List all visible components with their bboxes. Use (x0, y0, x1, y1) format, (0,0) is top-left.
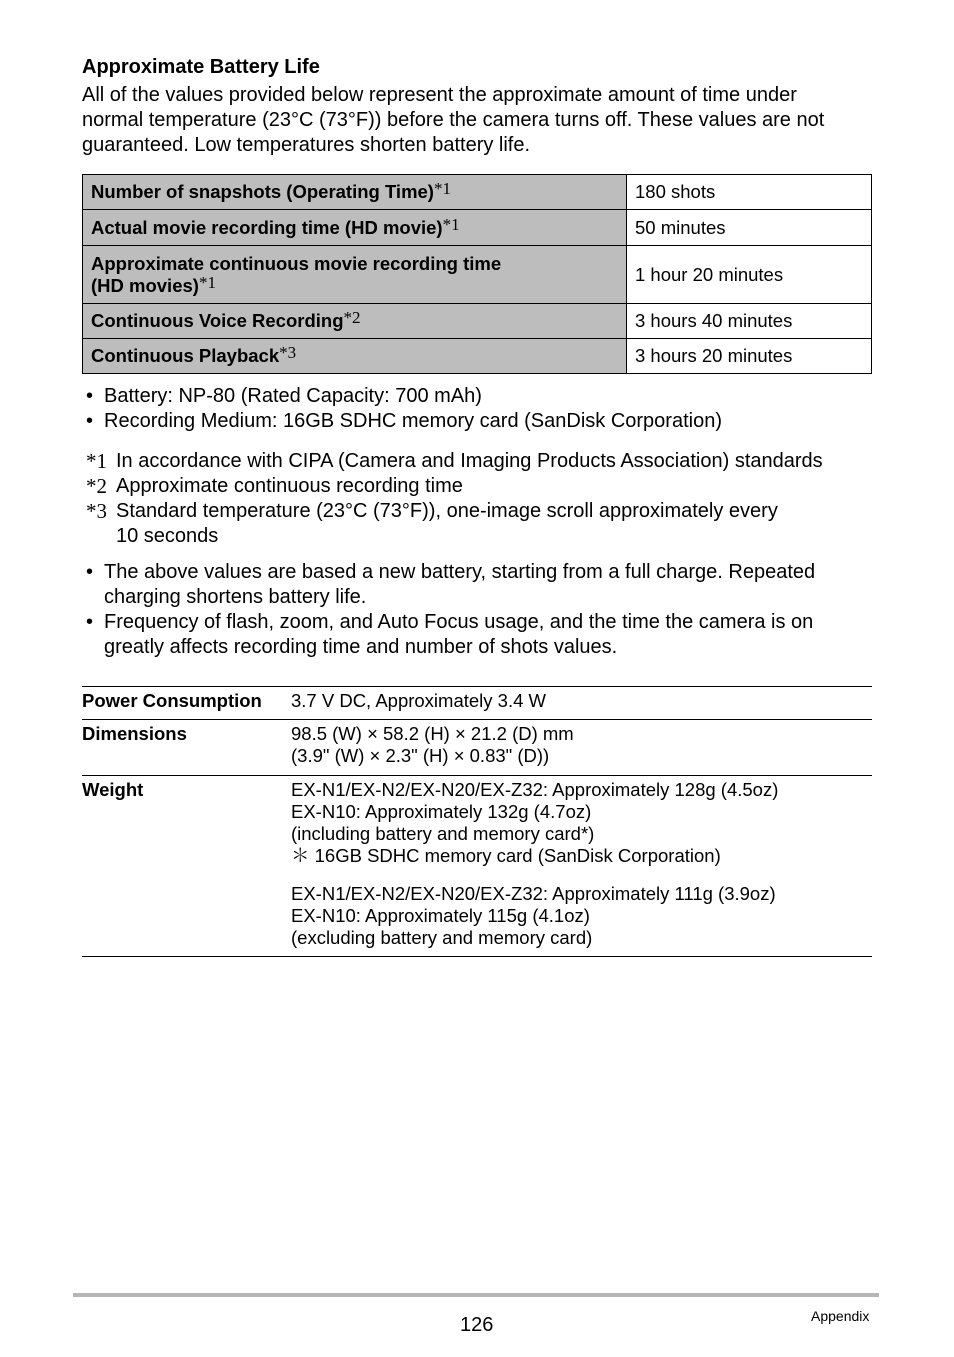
spec-label: Dimensions (82, 723, 187, 744)
footnote-mark: *3 (86, 499, 107, 523)
footnote-item: *2 Approximate continuous recording time (86, 474, 463, 498)
row-label: Actual movie recording time (HD movie)$^{*1}$ (83, 210, 627, 246)
footnote-mark: *1 (86, 449, 107, 473)
page-number: 126 (460, 1314, 494, 1336)
row-label: Continuous Voice Recording$^{*2}$ (83, 304, 627, 339)
row-value: 50 minutes (627, 210, 872, 246)
specifications-table (82, 686, 872, 957)
conditions-list (86, 384, 876, 434)
table-row (83, 175, 872, 210)
list-item: • Frequency of flash, zoom, and Auto Focus usage, and the time the camera is on greatly affects recording time and number of shots values. (86, 611, 814, 658)
list-item: • Recording Medium: 16GB SDHC memory card (SanDisk Corporation) (86, 410, 722, 432)
footnote-item: *3 Standard temperature (23°C (73°F)), one-image scroll approximately every 10 seconds (86, 499, 778, 547)
intro-paragraph (82, 83, 882, 158)
spec-value: 98.5 (W) × 58.2 (H) × 21.2 (D) mm (3.9" (W) × 2.3" (H) × 0.83" (D)) (291, 723, 574, 766)
spec-value: 3.7 V DC, Approximately 3.4 W (291, 690, 546, 711)
footnote-mark: *1 (198, 272, 216, 292)
footnote-item: *1 In accordance with CIPA (Camera and Imaging Products Association) standards (86, 449, 823, 473)
table-row (83, 304, 872, 339)
footnote-mark: *1 (442, 214, 460, 234)
spec-value: EX-N1/EX-N2/EX-N20/EX-Z32: Approximately 128g (4.5oz) EX-N10: Approximately 132g (4.7oz) (including battery and memory card*) ＊ 16GB SDHC memory card (SanDisk Corporation) EX-N1/EX-N2/EX-N20/EX-Z32: Approximately 111g (3.9oz) EX-N10: Approximately 115g (4.1oz) (excluding battery and memory card) (291, 779, 779, 948)
row-label: Approximate continuous movie recording time (HD movies)$^{*1}$ (83, 246, 627, 304)
intro-line: normal temperature (23°C (73°F)) before the camera turns off. These values are not (82, 109, 825, 131)
battery-life-table (82, 174, 872, 374)
footnote-mark: *2 (343, 308, 361, 327)
row-value: 1 hour 20 minutes (627, 246, 872, 304)
footer-divider (73, 1293, 879, 1297)
list-item: • Battery: NP-80 (Rated Capacity: 700 mAh) (86, 385, 482, 407)
intro-line: All of the values provided below represent the approximate amount of time under (82, 84, 797, 106)
row-label: Continuous Playback$^{*3}$ (83, 339, 627, 374)
spec-label: Weight (82, 779, 144, 800)
section-label: Appendix (811, 1308, 870, 1324)
intro-line: guaranteed. Low temperatures shorten battery life. (82, 134, 531, 156)
row-label: Number of snapshots (Operating Time)$^{*1}$ (83, 175, 627, 210)
table-row (83, 339, 872, 374)
footnote-mark: *1 (433, 179, 451, 198)
page-heading: Approximate Battery Life (82, 56, 320, 78)
table-row (83, 246, 872, 304)
footnotes (86, 449, 876, 549)
spec-row-weight (82, 775, 872, 957)
footnote-mark: *2 (86, 474, 107, 498)
row-value: 3 hours 40 minutes (627, 304, 872, 339)
footnote-mark: *3 (279, 343, 297, 362)
remarks-list (86, 560, 876, 660)
row-value: 3 hours 20 minutes (627, 339, 872, 374)
table-row (83, 210, 872, 246)
spec-label: Power Consumption (82, 690, 262, 711)
spec-row-power (82, 686, 872, 719)
list-item: • The above values are based a new battery, starting from a full charge. Repeated charging shortens battery life. (86, 561, 816, 608)
row-value: 180 shots (627, 175, 872, 210)
spec-row-dimensions (82, 719, 872, 775)
